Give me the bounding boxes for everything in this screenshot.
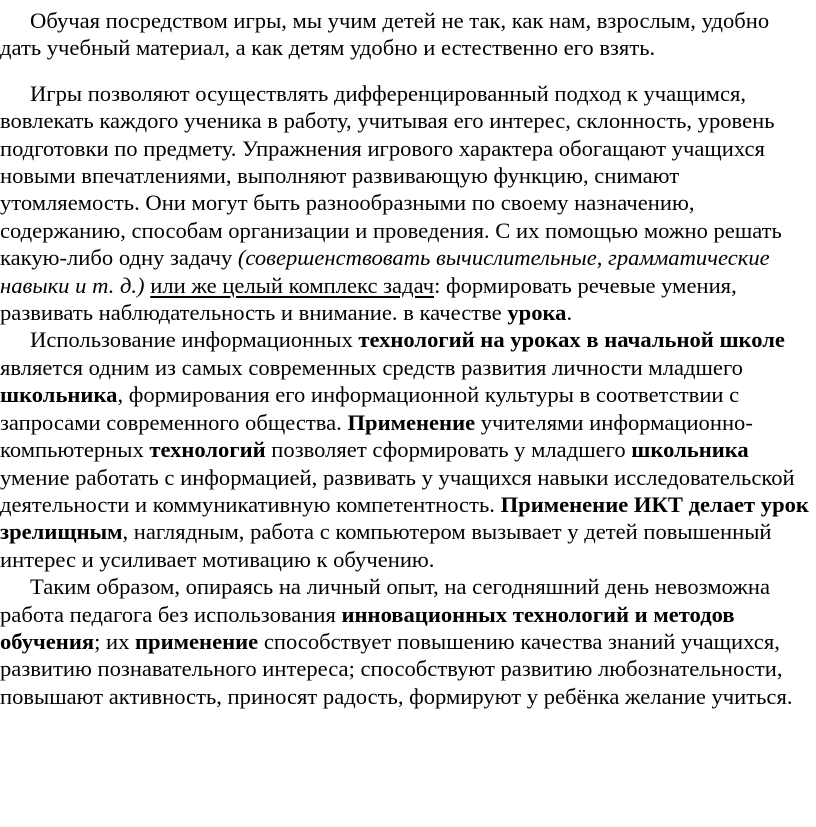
paragraph-text: ; их — [94, 628, 136, 654]
bold-term: Применение — [347, 409, 476, 435]
bold-term: школьника — [0, 382, 118, 408]
paragraph-games-benefits — [0, 80, 812, 327]
italic-example-text: (совершенствовать вычислительные, грамматические навыки и т. д.) — [0, 245, 770, 298]
paragraph-text: Таким образом, опираясь на личный опыт, на сегодняшний день невозможна работа педагога без использования — [0, 574, 770, 627]
bold-term: технологий — [149, 437, 266, 463]
bold-term: технологий на уроках в начальной школе — [358, 327, 785, 353]
underlined-text: или же целый комплекс задач — [150, 272, 435, 298]
paragraph-text: позволяет сформировать у младшего — [265, 437, 632, 463]
paragraph-spacer — [0, 62, 812, 80]
paragraph-text: Использование информационных — [30, 327, 359, 353]
paragraph-text: Игры позволяют осуществлять дифференцированный подход к учащимся, вовлекать каждого ученика в работу, учитывая его интерес, склонность, уровень подготовки по предмету. Упражнения игрового характера обогащают учащихся новыми впечатлениями, выполняют развивающую функцию, снимают утомляемость. Они могут быть разнообразными по своему назначению, содержанию, способам организации и проведения. С их помощью можно решать какую-либо одну задачу — [0, 80, 782, 271]
bold-term: школьника — [631, 437, 749, 463]
paragraph-text: способствует повышению качества знаний учащихся, развитию познавательного интереса; способствуют развитию любознательности, повышают активность, приносят радость, формируют у ребёнка желание учиться. — [0, 628, 793, 709]
bold-term: применение — [135, 628, 259, 654]
paragraph-text: умение работать с информацией, развивать у учащихся навыки исследовательской деятельности и коммуникативную компетентность. — [0, 464, 795, 517]
paragraph-ict-usage — [0, 326, 812, 573]
paragraph-text: Обучая посредством игры, мы учим детей не так, как нам, взрослым, удобно дать учебный материал, а как детям удобно и естественно его взять. — [0, 8, 770, 61]
bold-term: инновационных технологий и методов обучения — [0, 601, 735, 654]
paragraph-text: : формировать речевые умения, развивать наблюдательность и внимание. в качестве — [0, 272, 737, 326]
bold-term: Применение ИКТ делает урок зрелищным — [0, 491, 809, 545]
bold-term: урока — [507, 300, 567, 326]
paragraph-text: учителями информационно-компьютерных — [0, 409, 753, 463]
paragraph-text: , наглядным, работа с компьютером вызывает у детей повышенный интерес и усиливает мотивацию к обучению. — [0, 519, 772, 572]
paragraph-conclusion — [0, 573, 812, 710]
paragraph-text: , формирования его информационной культуры в соответствии с запросами современного общества. — [0, 382, 740, 435]
paragraph-text: является одним из самых современных средств развития личности младшего — [0, 354, 743, 380]
paragraph-text: . — [566, 300, 573, 326]
paragraph-games-intro — [0, 7, 812, 62]
